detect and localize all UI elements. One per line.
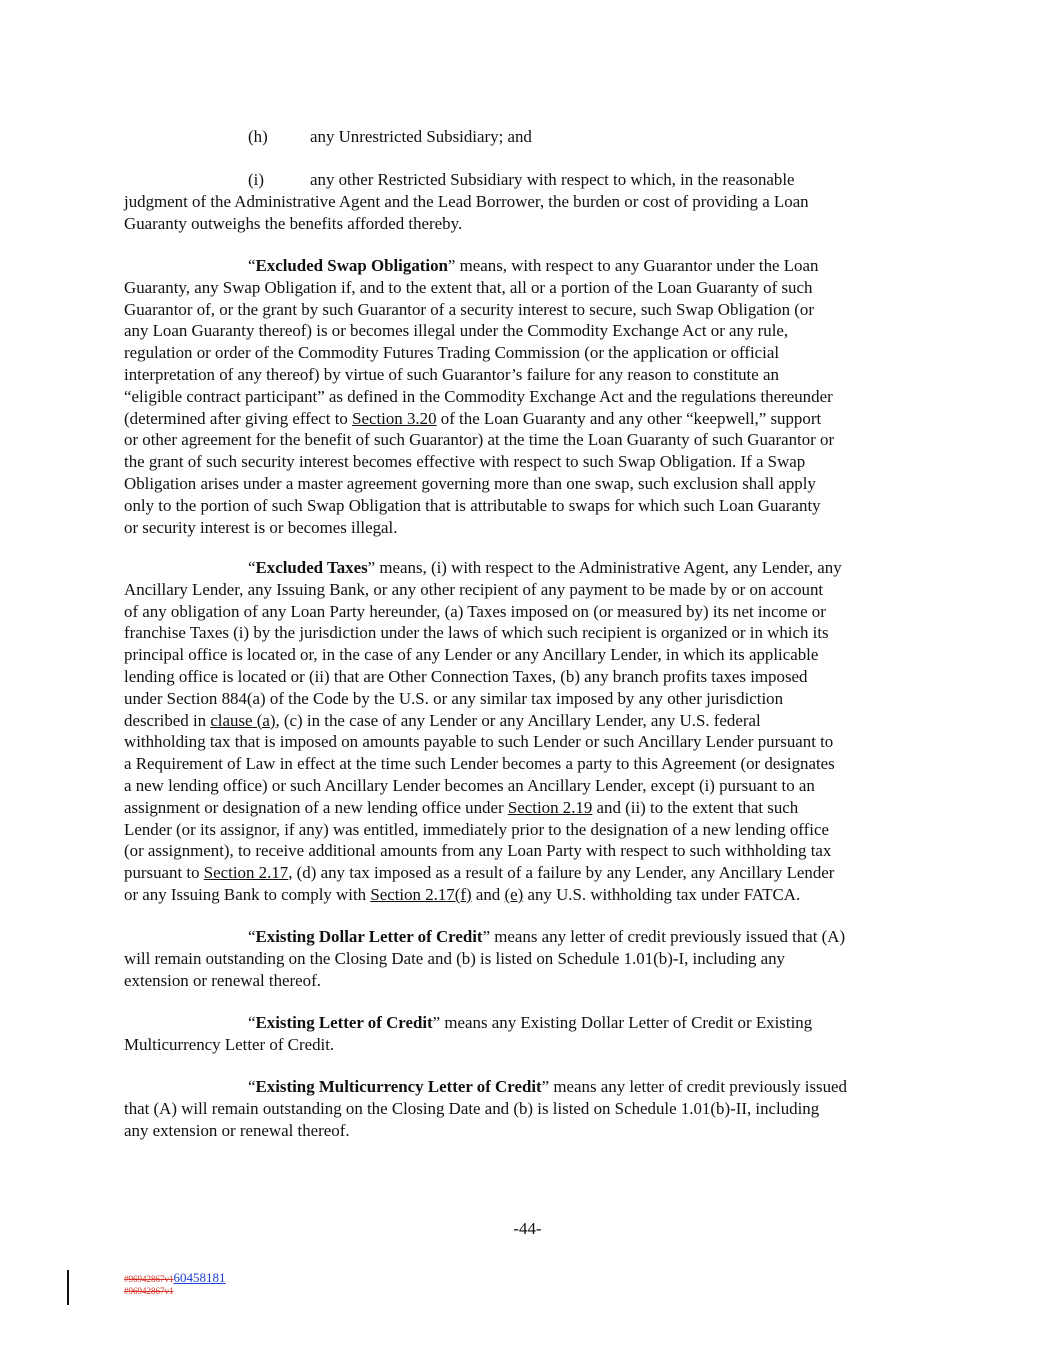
definition-line: a Requirement of Law in effect at the time such Lender becomes a party to this Agreement (or designates [124,754,835,774]
definition-text: and (ii) to the extent that such [592,797,799,817]
definition-line: of any obligation of any Loan Party hereunder, (a) Taxes imposed on (or measured by) its net income or [124,601,826,621]
definition-line: withholding tax that is imposed on amounts payable to such Lender or such Ancillary Lender pursuant to [124,732,834,752]
definition-text: assignment or designation of a new lending office under [124,797,508,817]
definition-existing-multicurrency-letter-of-credit [124,1076,932,1141]
definition-line: or security interest is or becomes illegal. [124,517,398,537]
definition-line: any extension or renewal thereof. [124,1120,350,1140]
definition-line: Guaranty, any Swap Obligation if, and to the extent that, all or a portion of the Loan Guaranty of such [124,277,813,297]
defined-term: Existing Dollar Letter of Credit [255,927,483,946]
definition-text: , (c) in the case of any Lender or any Ancillary Lender, any U.S. federal [275,710,761,730]
deleted-doc-id: #96942867v1 [124,1286,174,1296]
definition-line: interpretation of any thereof) by virtue of such Guarantor’s failure for any reason to constitute an [124,364,779,384]
clause-line: Guaranty outweighs the benefits afforded thereby. [124,213,463,233]
cross-reference-link[interactable]: Section 3.20 [352,408,437,428]
cross-reference-link[interactable]: Section 2.17 [203,863,289,883]
cross-reference-link[interactable]: Section 2.19 [507,797,593,817]
definition-line: Multicurrency Letter of Credit. [124,1034,335,1054]
definition-line: only to the portion of such Swap Obligation that is attributable to swaps for which such Loan Guaranty [124,495,821,515]
open-quote: “ [248,927,256,946]
definition-text: described in [124,710,211,730]
definition-text: ” means any Existing Dollar Letter of Credit or Existing [432,1013,813,1032]
definition-text: ” means any letter of credit previously issued [541,1077,847,1096]
definition-line: “eligible contract participant” as defined in the Commodity Exchange Act and the regulations thereunder [124,386,833,406]
definition-text: ” means, with respect to any Guarantor under the Loan [447,256,819,275]
clause-h [124,126,932,148]
definition-text: and [471,884,505,904]
definition-line: regulation or order of the Commodity Futures Trading Commission (or the application or official [124,343,780,363]
cross-reference-link[interactable]: Section 2.17(f) [370,884,472,904]
definition-text: ” means any letter of credit previously issued that (A) [482,927,846,946]
definition-text: of the Loan Guaranty and any other “keepwell,” support [436,408,822,428]
definition-text: ” means, (i) with respect to the Administrative Agent, any Lender, any [367,558,842,577]
deleted-doc-id: #96942867v1 [124,1274,174,1284]
defined-term: Excluded Taxes [255,558,368,577]
definition-excluded-swap-obligation [124,255,932,538]
definition-line: the grant of such security interest becomes effective with respect to such Swap Obligation. If a Swap [124,452,806,472]
definition-text: , (d) any tax imposed as a result of a failure by any Lender, any Ancillary Lender [288,863,835,883]
definition-line: principal office is located or, in the case of any Lender or any Ancillary Lender, in which its applicable [124,645,819,665]
inserted-doc-id: 60458181 [173,1270,226,1285]
definition-line: (or assignment), to receive additional amounts from any Loan Party with respect to such withholding tax [124,841,832,861]
open-quote: “ [248,256,256,275]
clause-marker: (i) [248,170,264,189]
clause-marker: (h) [248,127,268,146]
open-quote: “ [248,558,256,577]
cross-reference-link[interactable]: (e) [504,884,524,904]
definition-existing-letter-of-credit [124,1012,932,1056]
definition-line: under Section 884(a) of the Code by the U.S. or any similar tax imposed by any other jurisdiction [124,688,784,708]
definition-text: (determined after giving effect to [124,408,353,428]
definition-line: Obligation arises under a master agreement governing more than one swap, such exclusion shall apply [124,473,816,493]
clause-text: any Unrestricted Subsidiary; and [310,127,532,146]
clause-line: judgment of the Administrative Agent and the Lead Borrower, the burden or cost of providing a Loan [124,191,809,211]
definition-line: Ancillary Lender, any Issuing Bank, or any other recipient of any payment to be made by or on account [124,579,824,599]
definition-line: lending office is located or (ii) that are Other Connection Taxes, (b) any branch profits taxes imposed [124,666,808,686]
defined-term: Excluded Swap Obligation [255,256,448,275]
page-number: -44- [513,1219,542,1238]
definition-text: or any Issuing Bank to comply with [124,884,371,904]
clause-i [124,169,932,234]
definition-line: that (A) will remain outstanding on the Closing Date and (b) is listed on Schedule 1.01(b)-II, including [124,1098,820,1118]
open-quote: “ [248,1013,256,1032]
defined-term: Existing Letter of Credit [255,1013,433,1032]
definition-line: any Loan Guaranty thereof) is or becomes illegal under the Commodity Exchange Act or any rule, [124,321,789,341]
open-quote: “ [248,1077,256,1096]
definition-excluded-taxes [124,557,932,906]
definition-text: pursuant to [124,863,204,883]
definition-line: a new lending office) or such Ancillary Lender becomes an Ancillary Lender, except (i) pursuant to an [124,775,815,795]
definition-existing-dollar-letter-of-credit [124,926,932,991]
cross-reference-link[interactable]: clause (a) [210,710,276,730]
definition-line: will remain outstanding on the Closing Date and (b) is listed on Schedule 1.01(b)-I, including any [124,948,785,968]
definition-line: Guarantor of, or the grant by such Guarantor of a security interest to secure, such Swap Obligation (or [124,299,814,319]
change-bar [67,1270,69,1305]
clause-text: any other Restricted Subsidiary with respect to which, in the reasonable [310,170,795,189]
definition-line: Lender (or its assignor, if any) was entitled, immediately prior to the designation of a new lending office [124,819,829,839]
definition-line: franchise Taxes (i) by the jurisdiction under the laws of which such recipient is organized or in which its [124,623,829,643]
defined-term: Existing Multicurrency Letter of Credit [255,1077,542,1096]
definition-line: extension or renewal thereof. [124,970,321,990]
definition-line: or other agreement for the benefit of such Guarantor) at the time the Loan Guaranty of such Guarantor or [124,430,835,450]
document-id [124,1272,226,1297]
definition-text: any U.S. withholding tax under FATCA. [523,884,801,904]
